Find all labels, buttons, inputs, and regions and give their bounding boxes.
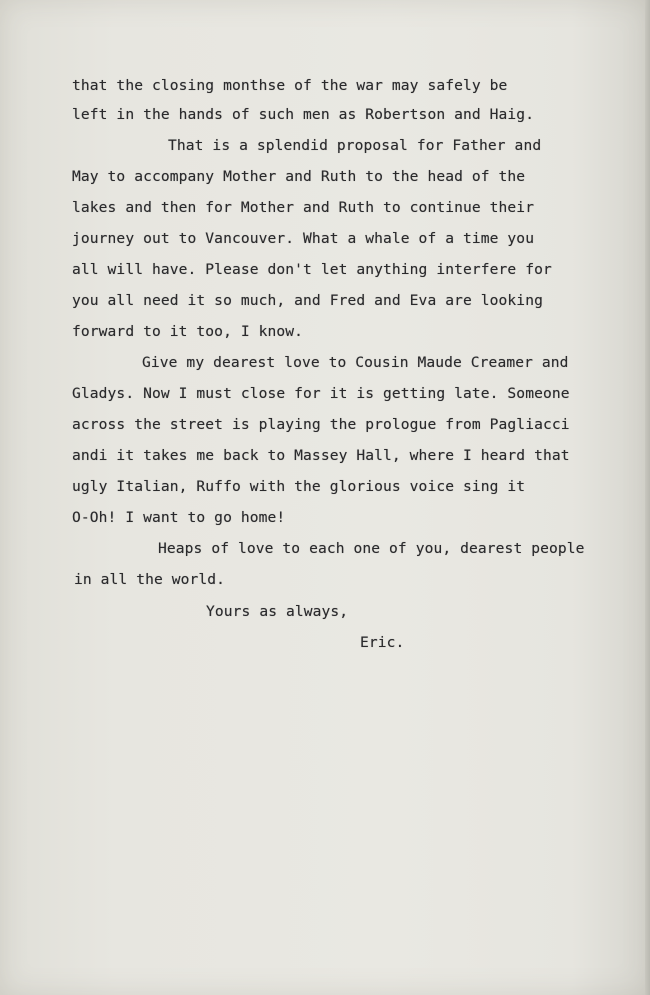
letter-line-4: May to accompany Mother and Ruth to the head of the xyxy=(72,168,526,185)
letter-line-8: you all need it so much, and Fred and Eva are looking xyxy=(72,292,543,309)
letter-line-10: Give my dearest love to Cousin Maude Creamer and xyxy=(142,354,569,371)
letter-line-9: forward to it too, I know. xyxy=(72,323,304,340)
letter-line-17: in all the world. xyxy=(74,571,226,588)
letter-closing: Yours as always, xyxy=(206,603,349,620)
letter-line-15: O-Oh! I want to go home! xyxy=(72,509,286,526)
letter-line-3: That is a splendid proposal for Father and xyxy=(168,137,542,154)
letter-line-2: left in the hands of such men as Robertson and Haig. xyxy=(72,106,535,123)
letter-line-1: that the closing monthse of the war may safely be xyxy=(72,77,508,94)
letter-line-6: journey out to Vancouver. What a whale of a time you xyxy=(72,230,535,247)
letter-line-13: andi it takes me back to Massey Hall, where I heard that xyxy=(72,447,570,464)
page-edge xyxy=(645,0,650,995)
letter-line-11: Gladys. Now I must close for it is getting late. Someone xyxy=(72,385,570,402)
letter-line-14: ugly Italian, Ruffo with the glorious voice sing it xyxy=(72,478,526,495)
letter-line-12: across the street is playing the prologue from Pagliacci xyxy=(72,416,570,433)
letter-signature: Eric. xyxy=(360,634,405,651)
letter-line-7: all will have. Please don't let anything interfere for xyxy=(72,261,552,278)
letter-line-16: Heaps of love to each one of you, dearest people xyxy=(158,540,585,557)
letter-line-5: lakes and then for Mother and Ruth to continue their xyxy=(72,199,535,216)
